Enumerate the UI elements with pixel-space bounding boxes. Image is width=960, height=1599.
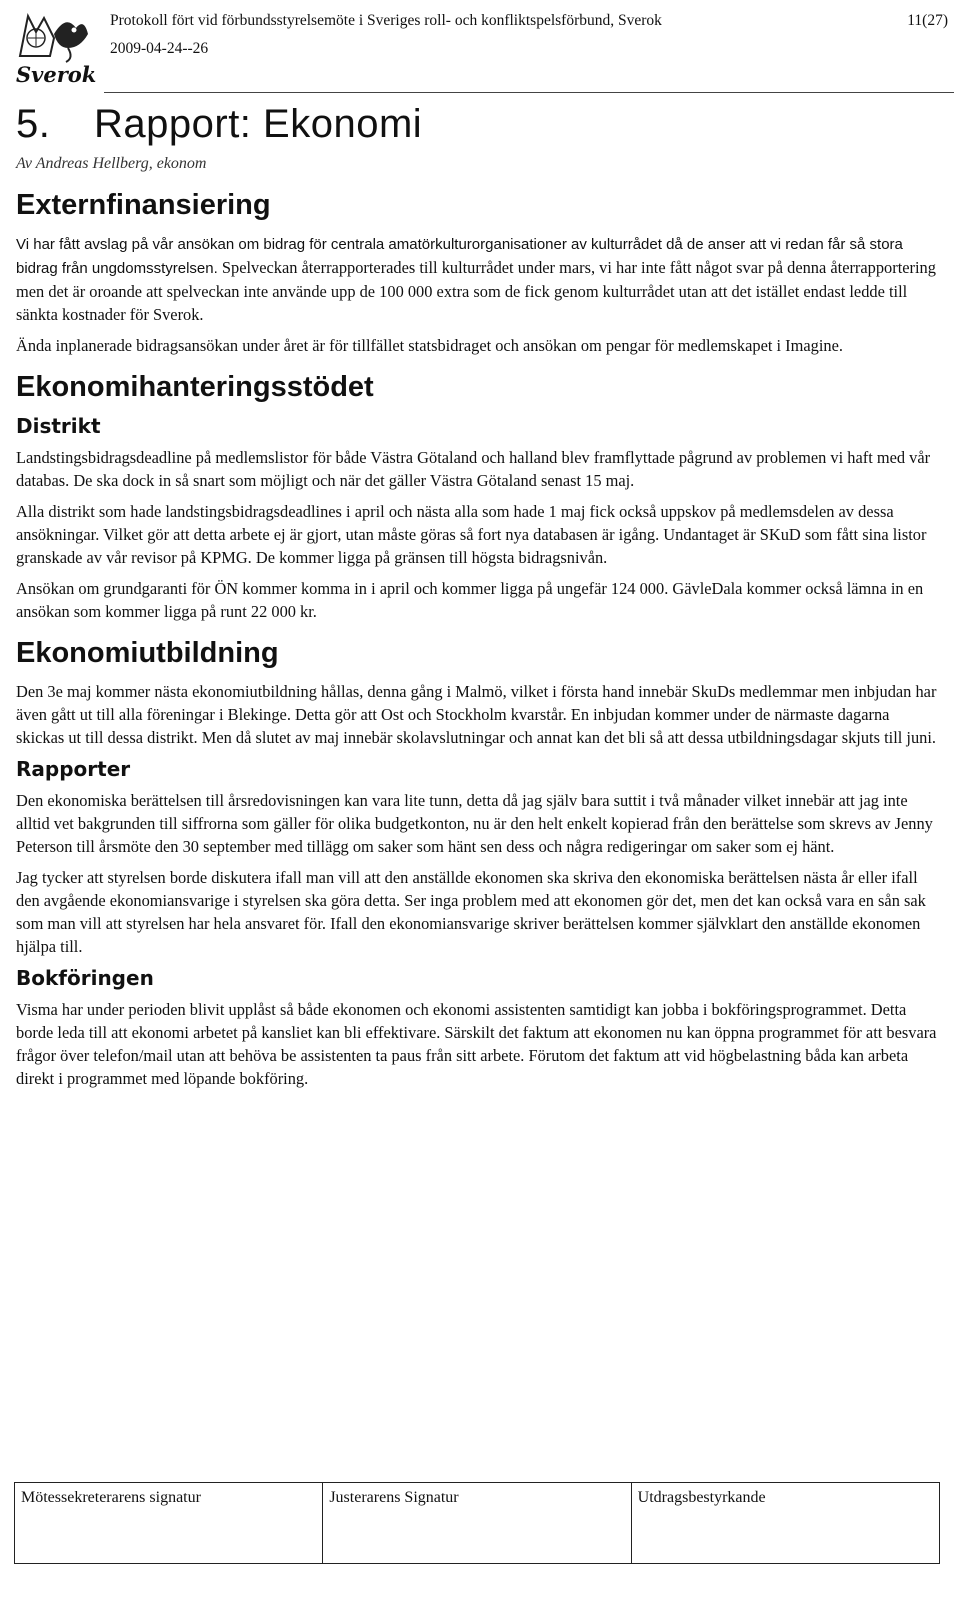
paragraph: Alla distrikt som hade landstingsbidragsdeadlines i april och nästa alla som hade 1 maj fick också uppskov på medlemsdelen av dessa ansökningar. Vilket gör att detta arbete ej är gjort, utan måste göras så fort nya databasen är igång. Undantaget är SKuD som fått sina listor granskade av vår revisor på KPMG. De kommer ligga på gränsen till högsta bidragsnivån. — [16, 502, 927, 567]
page-number: 11(27) — [907, 12, 948, 29]
logo-wordmark: Sverok — [16, 62, 97, 86]
paragraph: Ända inplanerade bidragsansökan under året är för tillfället statsbidraget och ansökan om pengar för medlemskapet i Imagine. — [16, 336, 843, 355]
signature-cell-secretary: Mötessekreterarens signatur — [15, 1483, 323, 1563]
content-blocks — [16, 189, 938, 1090]
minor-heading: Distrikt — [16, 414, 101, 438]
signature-cell-adjuster: Justerarens Signatur — [323, 1483, 631, 1563]
sverok-logo-icon — [14, 8, 104, 86]
minor-heading: Rapporter — [16, 757, 131, 781]
header-date: 2009-04-24--26 — [110, 40, 209, 57]
paragraph: Visma har under perioden blivit upplåst så både ekonomen och ekonomi assistenten samtidigt kan jobba i bokföringsprogrammet. Detta borde leda till att ekonomi arbetet på kansliet kan bli effektivare. Särskilt det faktum att ekonomen nu kan öppna programmet för att besvara frågor över telefon/mail utan att behöva be assistenten ta paus från sitt arbete. Förutom det faktum att vid högbelastning båda kan arbeta direkt i programmet med löpande bokföring. — [16, 1000, 937, 1088]
paragraph — [16, 232, 938, 326]
subheading: Ekonomihanteringsstödet — [16, 371, 374, 403]
paragraph: Den 3e maj kommer nästa ekonomiutbildning hållas, denna gång i Malmö, vilket i första hand innebär SkuDs medlemmar men inbjudan har även gått ut till alla föreningar i Blekinge. Detta gör att Ost och Stockholm kvarstår. En inbjudan kommer under de närmaste dagarna skickas ut till dessa distrikt. Men då slutet av maj innebär skolavslutningar och annat kan det bli så att dessa utbildningsdagar skjuts till juni. — [16, 682, 937, 747]
author-byline: Av Andreas Hellberg, ekonom — [16, 155, 207, 172]
minor-heading: Bokföringen — [16, 966, 154, 990]
section-number: 5. — [16, 102, 51, 146]
page-header — [14, 8, 954, 88]
section-heading — [16, 102, 938, 147]
document-body — [16, 100, 938, 1098]
paragraph-text-sans: Vi har fått avslag på vår ansökan om bidrag för centrala amatörkulturorganisationer av kulturrådet då de anser att vi redan får så stora bidrag från ungdomsstyrelsen. — [16, 236, 903, 277]
header-title: Protokoll fört vid förbundsstyrelsemöte i Sveriges roll- och konfliktspelsförbund, Sverok — [110, 12, 662, 29]
paragraph-text: Spelveckan återrapporterades till kulturrådet under mars, vi har inte fått något svar på denna återrapportering men det är oroande att spelveckan inte använde upp de 100 000 extra som de fick genom kulturrådet utan att det istället endast ledde till sänkta kostnader för Sverok. — [16, 258, 936, 324]
subheading: Externfinansiering — [16, 189, 271, 221]
paragraph: Ansökan om grundgaranti för ÖN kommer komma in i april och kommer ligga på ungefär 124 000. GävleDala kommer också lämna in en ansökan som kommer ligga på runt 22 000 kr. — [16, 579, 924, 621]
paragraph: Jag tycker att styrelsen borde diskutera ifall man vill att den anställde ekonomen ska skriva den ekonomiska berättelsen nästa år eller ifall den avgående ekonomiansvarige i styrelsen ska göra detta. Ser inga problem med att ekonomen gör det, men det kan också vara en sån sak som man vill att styrelsen har hela ansvaret för. Ifall den ekonomiansvarige skriver berättelsen kommer självklart den anställde ekonomen hjälpa till. — [16, 868, 926, 956]
section-title: Rapport: Ekonomi — [94, 102, 423, 146]
signature-footer — [14, 1482, 940, 1564]
paragraph: Den ekonomiska berättelsen till årsredovisningen kan vara lite tunn, detta då jag själv bara suttit i två månader vilket innebär att jag inte alltid vet bakgrunden till siffrorna som gäller för olika budgetkonton, nu är den helt enkelt kopierad från den berättelse som skrevs av Jenny Peterson till årsmöte den 30 september med tillägg om saker som hänt sen dess och några redigeringar om saker som ej hänt. — [16, 791, 933, 856]
header-divider — [104, 92, 954, 93]
subheading: Ekonomiutbildning — [16, 637, 279, 669]
paragraph: Landstingsbidragsdeadline på medlemslistor för både Västra Götaland och halland blev framflyttade pågrund av problemen vi haft med vår databas. De ska dock in så snart som möjligt och när det gäller Västra Götaland senast 15 maj. — [16, 448, 931, 490]
signature-cell-certification: Utdragsbestyrkande — [637, 1489, 766, 1506]
